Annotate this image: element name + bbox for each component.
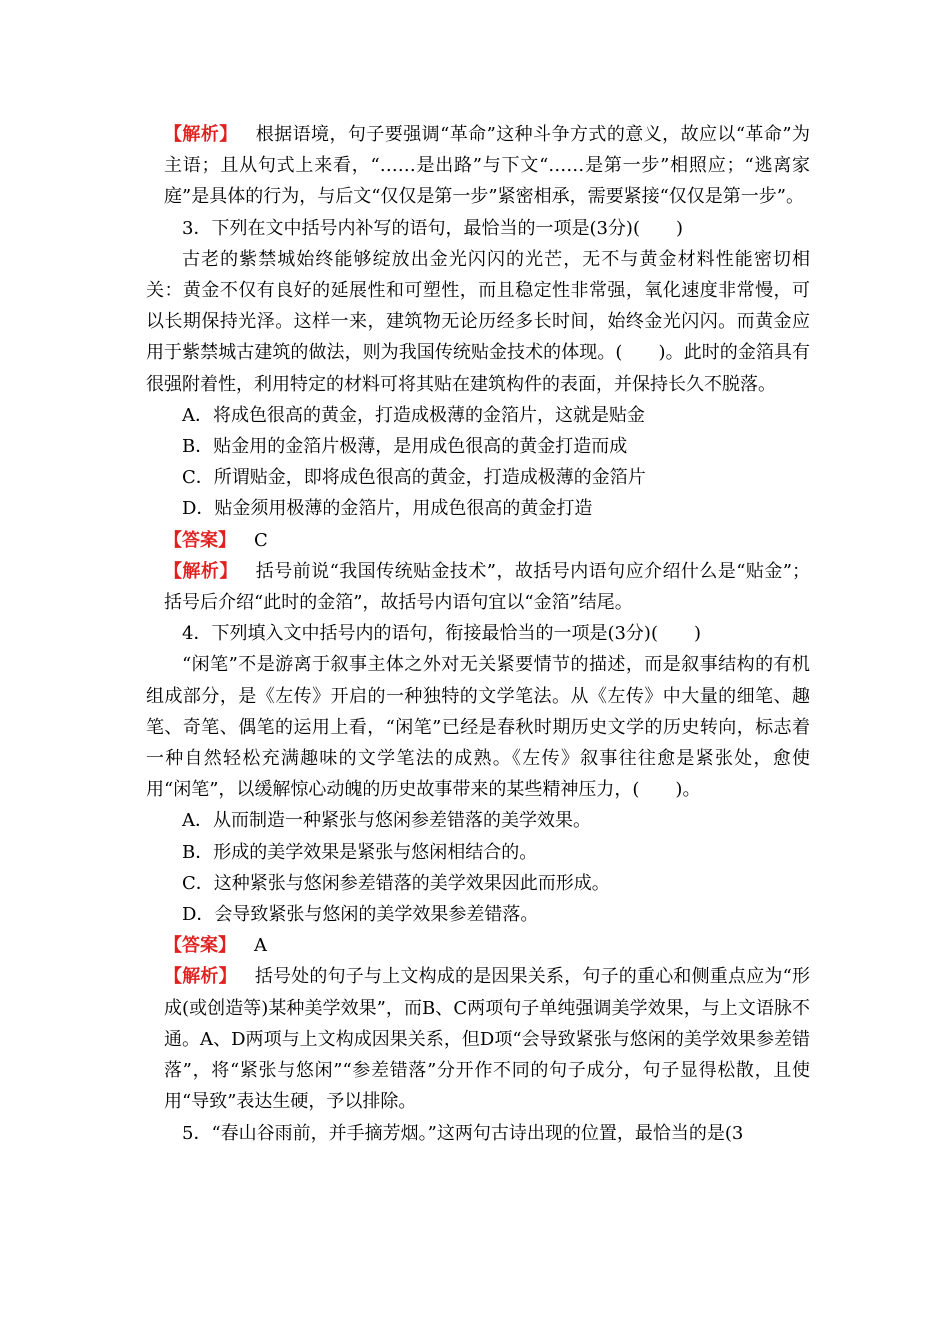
q4-option-d: D．会导致紧张与悠闲的美学效果参差错落。: [182, 904, 539, 926]
q4-analysis-text: 括号处的句子与上文构成的是因果关系，句子的重心和侧重点应为“形成(或创造等)某种美学效果”，而B、C两项句子单纯强调美学效果，与上文语脉不通。A、D两项与上文构成因果关系，但D项“会导致紧张与悠闲的美学效果参差错落”，将“紧张与悠闲”“参差错落”分开作不同的句子成分，句子显得松散，且使用“导致”表达生硬，予以排除。: [164, 966, 811, 1113]
analysis-tag: 【解析】: [164, 560, 238, 582]
answer-tag: 【答案】: [164, 529, 236, 551]
q3-answer: [146, 525, 810, 556]
q4-passage: “闲笔”不是游离于叙事主体之外对无关紧要情节的描述，而是叙事结构的有机组成部分，是《左传》开启的一种独特的文学笔法。从《左传》中大量的细笔、趣笔、奇笔、偶笔的运用上看，“闲笔”已经是春秋时期历史文学的历史转向，标志着一种自然轻松充满趣味的文学笔法的成熟。《左传》叙事往往愈是紧张处，愈使用“闲笔”，以缓解惊心动魄的历史故事带来的某些精神压力，( )。: [146, 654, 810, 801]
q4-option-a: A．从而制造一种紧张与悠闲参差错落的美学效果。: [182, 810, 591, 832]
analysis-tag: 【解析】: [164, 124, 238, 145]
q4-option-b: B．形成的美学效果是紧张与悠闲相结合的。: [182, 841, 538, 863]
q3-answer-value: C: [254, 529, 268, 551]
q5-stem: 5．“春山谷雨前，并手摘芳烟。”这两句古诗出现的位置，最恰当的是(3: [182, 1122, 744, 1144]
q4-option-c: C．这种紧张与悠闲参差错落的美学效果因此而形成。: [182, 872, 610, 894]
q2-analysis: [146, 119, 810, 213]
q4-stem: 4．下列填入文中括号内的语句，衔接最恰当的一项是(3分)( ): [182, 623, 701, 645]
analysis-tag: 【解析】: [164, 966, 237, 988]
document-page: [146, 119, 810, 1149]
q2-analysis-text: 根据语境，句子要强调“革命”这种斗争方式的意义，故应以“革命”为主语；且从句式上来看，“……是出路”与下文“……是第一步”相照应；“逃离家庭”是具体的行为，与后文“仅仅是第一步”紧密相承，需要紧接“仅仅是第一步”。: [164, 124, 811, 208]
q3-analysis-text: 括号前说“我国传统贴金技术”，故括号内语句应介绍什么是“贴金”；括号后介绍“此时的金箔”，故括号内语句宜以“金箔”结尾。: [164, 560, 811, 614]
q4-answer: [146, 930, 810, 961]
q4-analysis: [146, 961, 810, 1117]
q3-stem: 3．下列在文中括号内补写的语句，最恰当的一项是(3分)( ): [182, 217, 683, 239]
answer-tag: 【答案】: [164, 935, 236, 957]
q3-passage: 古老的紫禁城始终能够绽放出金光闪闪的光芒，无不与黄金材料性能密切相关：黄金不仅有良好的延展性和可塑性，而且稳定性非常强，氧化速度非常慢，可以长期保持光泽。这样一来，建筑物无论历经多长时间，始终金光闪闪。而黄金应用于紫禁城古建筑的做法，则为我国传统贴金技术的体现。( )。此时的金箔具有很强附着性，利用特定的材料可将其贴在建筑构件的表面，并保持长久不脱落。: [146, 248, 810, 395]
q3-option-d: D．贴金须用极薄的金箔片，用成色很高的黄金打造: [182, 498, 593, 520]
q3-option-a: A．将成色很高的黄金，打造成极薄的金箔片，这就是贴金: [182, 404, 645, 426]
q4-answer-value: A: [254, 935, 267, 957]
q3-option-c: C．所谓贴金，即将成色很高的黄金，打造成极薄的金箔片: [182, 467, 646, 489]
q3-analysis: [146, 556, 810, 618]
q3-option-b: B．贴金用的金箔片极薄，是用成色很高的黄金打造而成: [182, 436, 628, 458]
